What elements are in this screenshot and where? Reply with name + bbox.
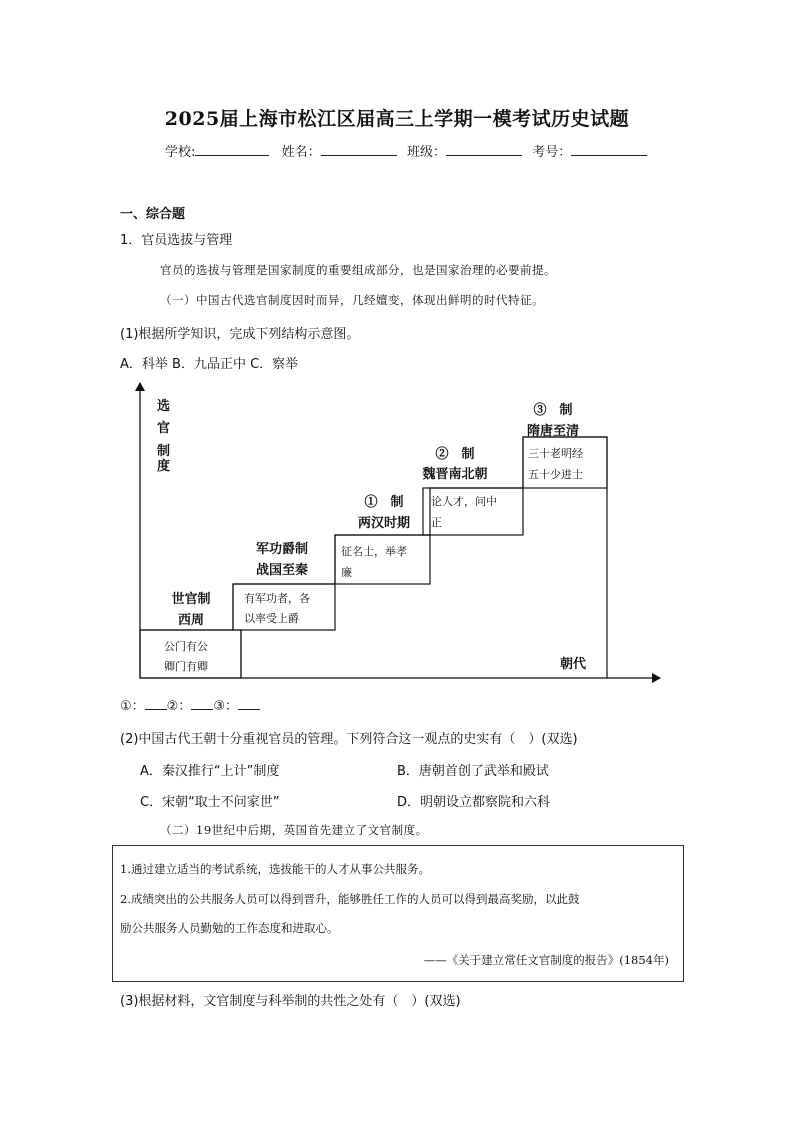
sub1-options: A．科举 B．九品正中 C．察举 bbox=[120, 357, 299, 372]
y-axis-label-3: 制 bbox=[157, 444, 171, 459]
sub2-option-b[interactable]: B．唐朝首创了武举和殿试 bbox=[397, 764, 549, 779]
y-axis-label-2: 官 bbox=[157, 421, 171, 436]
step2-desc-1: 有军功者，各 bbox=[244, 592, 310, 605]
material-box bbox=[112, 845, 684, 982]
y-axis-label-4: 度 bbox=[157, 459, 171, 474]
step5-desc-1: 三十老明经 bbox=[528, 447, 583, 460]
answer-line bbox=[120, 695, 260, 714]
step5-desc-2: 五十少进士 bbox=[528, 468, 583, 481]
name-label: 姓名： bbox=[281, 145, 321, 160]
step4-period: 魏晋南北朝 bbox=[422, 467, 488, 482]
answer-blank-1[interactable] bbox=[145, 697, 167, 710]
answer-label-2: ②： bbox=[166, 699, 192, 714]
answer-blank-2[interactable] bbox=[191, 697, 213, 710]
sub1-prompt: (1)根据所学知识，完成下列结构示意图。 bbox=[120, 327, 360, 342]
step3-desc-1: 征名士，举孝 bbox=[341, 545, 407, 558]
step2-period: 战国至秦 bbox=[255, 563, 309, 578]
step3-period: 两汉时期 bbox=[357, 516, 411, 531]
material-line-2b: 励公共服务人员勤勉的工作态度和进取心。 bbox=[120, 921, 339, 935]
step1-desc-1: 公门有公 bbox=[164, 640, 208, 653]
material-line-2a: 2.成绩突出的公共服务人员可以得到晋升，能够胜任工作的人员可以得到最高奖励，以此鼓 bbox=[120, 892, 580, 906]
step4-name: ② 制 bbox=[435, 447, 475, 462]
part1-heading: （一）中国古代选官制度因时而异，几经嬗变，体现出鲜明的时代特征。 bbox=[160, 293, 544, 307]
school-label: 学校: bbox=[165, 145, 196, 160]
step3-desc-2: 廉 bbox=[341, 566, 352, 579]
step2-name: 军功爵制 bbox=[255, 542, 309, 557]
answer-label-3: ③： bbox=[213, 699, 238, 714]
sub2-option-d[interactable]: D．明朝设立都察院和六科 bbox=[397, 795, 551, 810]
step4-desc-1: 论人才，问中 bbox=[431, 495, 497, 508]
section-heading: 一、综合题 bbox=[120, 207, 186, 222]
sub2-prompt: (2)中国古代王朝十分重视官员的管理。下列符合这一观点的史实有（ ）(双选) bbox=[120, 732, 578, 747]
answer-label-1: ①： bbox=[120, 699, 145, 714]
page-title: 2025届上海市松江区届高三上学期一模考试历史试题 bbox=[164, 108, 630, 130]
step5-period: 隋唐至清 bbox=[526, 424, 580, 439]
x-axis-label: 朝代 bbox=[560, 657, 587, 672]
class-label: 班级： bbox=[406, 145, 446, 160]
step1-period: 西周 bbox=[177, 613, 205, 628]
material-line-1: 1.通过建立适当的考试系统，选拔能干的人才从事公共服务。 bbox=[120, 862, 430, 876]
step2-desc-2: 以率受上爵 bbox=[244, 612, 299, 625]
part2-heading: （二）19世纪中后期，英国首先建立了文官制度。 bbox=[160, 823, 428, 837]
y-axis-label-1: 选 bbox=[157, 399, 171, 414]
step5-name: ③ 制 bbox=[533, 403, 573, 418]
step1-desc-2: 卿门有卿 bbox=[164, 660, 208, 673]
sub2-option-c[interactable]: C．宋朝“取士不问家世” bbox=[140, 795, 280, 810]
material-source: ——《关于建立常任文官制度的报告》(1854年) bbox=[423, 953, 669, 967]
intro-text: 官员的选拔与管理是国家制度的重要组成部分，也是国家治理的必要前提。 bbox=[160, 263, 556, 277]
question-title: 1．官员选拔与管理 bbox=[120, 233, 233, 248]
sub3-prompt: (3)根据材料，文官制度与科举制的共性之处有（ ）(双选) bbox=[120, 994, 461, 1009]
answer-blank-3[interactable] bbox=[238, 697, 260, 710]
exam-no-label: 考号： bbox=[532, 145, 572, 160]
step4-desc-2: 正 bbox=[431, 516, 442, 529]
sub2-option-a[interactable]: A．秦汉推行“上计”制度 bbox=[140, 764, 280, 779]
step1-name: 世官制 bbox=[171, 592, 211, 607]
step3-name: ① 制 bbox=[364, 495, 404, 510]
